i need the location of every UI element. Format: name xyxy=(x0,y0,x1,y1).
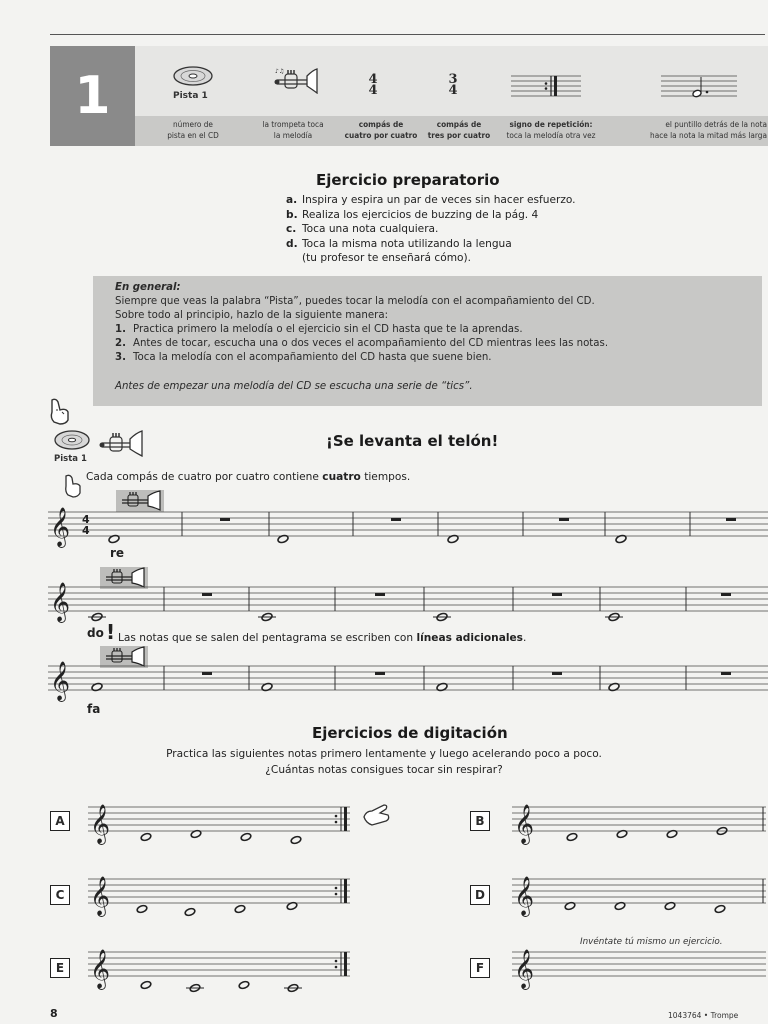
svg-text:𝄞: 𝄞 xyxy=(50,582,71,622)
exercise-staff-d xyxy=(512,869,766,923)
exercise-staff-b xyxy=(512,797,766,851)
exercise-staff-f-empty[interactable] xyxy=(512,942,766,996)
page-number: 8 xyxy=(50,1007,58,1020)
time-signature-3-4 xyxy=(447,74,459,96)
footer-code: 1043764 • Trompe xyxy=(668,1011,739,1020)
music-staff-re xyxy=(48,488,768,552)
intro-text: tiempos. xyxy=(360,471,411,483)
section2-title: Ejercicios de digitación xyxy=(312,724,508,742)
ts-num: 4 xyxy=(368,72,378,87)
section2-line-1: Practica las siguientes notas primero lentamente y luego acelerando poco a poco. xyxy=(166,748,602,760)
caption-line: número de xyxy=(173,119,213,129)
svg-text:4: 4 xyxy=(82,513,90,526)
note-label-fa: fa xyxy=(87,702,101,716)
step-number: 1. xyxy=(115,324,126,335)
item-letter: b. xyxy=(286,208,298,221)
lesson-number: 1 xyxy=(74,66,111,126)
repeat-sign-icon xyxy=(511,74,581,102)
track-label: Pista 1 xyxy=(173,91,208,101)
prep-item-b xyxy=(286,208,576,223)
prep-title: Ejercicio preparatorio xyxy=(316,171,500,189)
trumpet-icon xyxy=(273,66,321,94)
caption-track-number xyxy=(147,119,239,141)
time-signature-4-4 xyxy=(367,74,379,96)
caption-dotted-note xyxy=(621,119,767,141)
item-letter: c. xyxy=(286,223,297,235)
top-rule xyxy=(50,34,765,35)
caption-line: compás de xyxy=(358,119,404,129)
step-number: 3. xyxy=(115,352,126,363)
step-text: Practica primero la melodía o el ejercicio sin el CD hasta que te la aprendas. xyxy=(133,324,523,335)
svg-text:𝄞: 𝄞 xyxy=(50,507,71,547)
caption-trumpet-plays xyxy=(247,119,339,141)
dotted-half-note-icon xyxy=(661,74,737,102)
svg-text:𝄞: 𝄞 xyxy=(90,804,111,844)
intro-text: Cada compás de cuatro por cuatro contiene xyxy=(86,471,323,483)
trumpet-icon xyxy=(98,428,146,458)
svg-text:𝄞: 𝄞 xyxy=(90,876,111,916)
item-letter: a. xyxy=(286,194,298,206)
caption-repeat-sign xyxy=(493,119,609,141)
invent-exercise-note: Invéntate tú mismo un ejercicio. xyxy=(580,937,723,947)
step-text: Antes de tocar, escucha una o dos veces el acompañamiento del CD mientras lees las notas. xyxy=(133,338,609,349)
caption-line: la trompeta toca xyxy=(262,119,324,129)
item-letter: d. xyxy=(286,237,298,250)
caption-three-four xyxy=(419,119,499,141)
general-line-2: Sobre todo al principio, hazlo de la siguiente manera: xyxy=(115,310,388,321)
music-staff-fa xyxy=(48,642,768,702)
svg-text:𝄞: 𝄞 xyxy=(90,949,111,989)
item-text: Realiza los ejercicios de buzzing de la pág. 4 xyxy=(302,208,539,221)
prep-item-a xyxy=(286,193,576,208)
ledger-text: . xyxy=(522,632,527,644)
step-text: Toca la melodía con el acompañamiento del CD hasta que suene bien. xyxy=(133,352,492,363)
note-label-re: re xyxy=(110,546,125,560)
music-staff-do xyxy=(48,563,768,629)
svg-text:𝄞: 𝄞 xyxy=(514,949,535,989)
intro-bold: cuatro xyxy=(322,471,361,483)
prep-item-c xyxy=(286,222,576,237)
section2-line-2: ¿Cuántas notas consigues tocar sin respirar? xyxy=(265,764,503,776)
ts-den: 4 xyxy=(448,83,458,98)
prep-item-d-cont xyxy=(286,251,576,266)
ledger-text: Las notas que se salen del pentagrama se escriben con xyxy=(118,632,417,644)
exercise-label-d: D xyxy=(470,885,490,905)
prep-list xyxy=(286,193,576,266)
exercise-label-e: E xyxy=(50,958,70,978)
svg-text:𝄞: 𝄞 xyxy=(514,804,535,844)
general-note: Antes de empezar una melodía del CD se escucha una serie de “tics”. xyxy=(115,381,473,392)
general-step-2 xyxy=(115,337,608,351)
exercise-label-a: A xyxy=(50,811,70,831)
svg-text:𝄞: 𝄞 xyxy=(50,661,71,701)
lesson-number-box xyxy=(50,46,135,146)
svg-text:4: 4 xyxy=(82,524,90,537)
caption-line: cuatro por cuatro xyxy=(344,130,418,140)
caption-line: el puntillo detrás de la nota xyxy=(665,119,767,129)
exclamation-icon: ! xyxy=(106,620,116,644)
caption-line: hace la nota la mitad más larga xyxy=(650,130,767,140)
item-text: Inspira y espira un par de veces sin hacer esfuerzo. xyxy=(302,194,576,206)
exercise-staff-a xyxy=(88,797,350,851)
item-text: Toca una nota cualquiera. xyxy=(302,223,439,235)
item-text: (tu profesor te enseñará cómo). xyxy=(302,252,472,264)
svg-text:♪♫: ♪♫ xyxy=(275,68,285,75)
exercise-label-f: F xyxy=(470,958,490,978)
pointing-hand-icon xyxy=(362,799,392,829)
caption-line: toca la melodía otra vez xyxy=(506,130,596,140)
item-text: Toca la misma nota utilizando la lengua xyxy=(302,237,512,250)
caption-line: signo de repetición: xyxy=(509,119,593,129)
general-line-1: Siempre que veas la palabra “Pista”, puedes tocar la melodía con el acompañamiento del CD. xyxy=(115,296,595,307)
caption-line: compás de xyxy=(436,119,482,129)
pointing-hand-icon xyxy=(46,396,74,426)
exercise-label-c: C xyxy=(50,885,70,905)
exercise-staff-c xyxy=(88,869,350,923)
ts-den: 4 xyxy=(368,83,378,98)
legend-captions xyxy=(135,116,768,146)
step-number: 2. xyxy=(115,338,126,349)
ledger-bold: líneas adicionales xyxy=(416,632,523,644)
cd-icon xyxy=(52,428,98,454)
exercise-label-b: B xyxy=(470,811,490,831)
general-heading: En general: xyxy=(115,282,181,293)
section1-track-label: Pista 1 xyxy=(54,454,87,464)
svg-text:𝄞: 𝄞 xyxy=(514,876,535,916)
cd-icon xyxy=(171,64,215,90)
general-step-1 xyxy=(115,323,523,337)
caption-line: tres por cuatro xyxy=(427,130,491,140)
note-label-do: do xyxy=(87,626,104,640)
caption-line: pista en el CD xyxy=(167,130,219,140)
caption-four-four xyxy=(333,119,429,141)
legend-band xyxy=(135,46,768,116)
ts-num: 3 xyxy=(448,72,458,87)
exercise-staff-e xyxy=(88,942,350,998)
section1-intro xyxy=(86,471,410,483)
section1-title: ¡Se levanta el telón! xyxy=(326,432,499,450)
general-info-box xyxy=(93,276,762,406)
prep-item-d xyxy=(286,237,576,252)
caption-line: la melodía xyxy=(273,130,313,140)
general-step-3 xyxy=(115,351,492,365)
